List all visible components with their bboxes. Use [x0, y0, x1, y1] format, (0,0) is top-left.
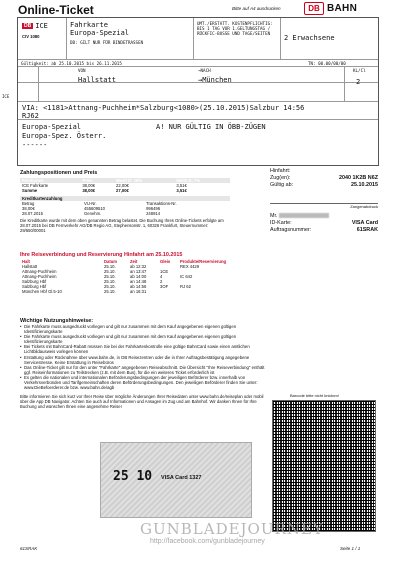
journey-cell [178, 289, 228, 294]
class-code: ICE [35, 22, 48, 30]
list-item: • Die Fahrkarte muss ausgedruckt vorliegen und gilt nur zusammen mit dem Kauf angegebenen eigenen gültigen Identifizierungskarte [20, 334, 270, 344]
journey-cell [158, 289, 178, 294]
journey-cell: ab 14:56 [130, 284, 147, 289]
journey-section [20, 252, 380, 294]
via-route: VIA: <1181>Attnang-Puchheim*Salzburg<1080>(25.10.2015)Salzbur 14:56 [22, 104, 305, 112]
von-label: VON [78, 68, 86, 73]
payment-header: MwSt D: 19% [114, 178, 174, 183]
zangen-label: Zangenabdruck [350, 204, 378, 209]
journey-header: Produkte/Reservierung [180, 259, 227, 264]
tariff-2: Europa-Spez. Österr. [22, 132, 107, 140]
payment-title: Zahlungspositionen und Preis [20, 170, 98, 176]
name-redacted [279, 213, 329, 218]
list-item: • Erstattung oder Rücknahme über www.bahn.de, in DB Reisezentren oder die in Ihrer Auftragsbestätigung angegebene Servicestresse. Keine Erstattung in Reisebüros [20, 355, 270, 365]
payment-cell: 3,51€ [176, 188, 187, 193]
journey-cell: an 14:48 [130, 279, 147, 284]
id-label: ID-Karte: [270, 220, 292, 226]
list-item: • Das Online-Ticket gilt nur für den unter "Fahrkarte" angegebenen Reiseabschnitt. Die Übersicht "Ihre Reiseverbindung" enthält ggf. Reiseinformationen zu Teilstrecken (z.B. mit dem Bus), für die ein weiteres Ticket erforderlich ist [20, 365, 270, 375]
tariff-note: A! NUR GÜLTIG IN ÖBB-ZÜGEN [156, 123, 266, 131]
id-value: VISA Card [351, 220, 378, 226]
list-item: • Die Fahrkarte muss ausgedruckt vorliegen und gilt nur zusammen mit dem Kauf angegebenen eigenen gültigen Identifizierungskarte [20, 324, 270, 334]
list-item: • Bei Tickets mit BahnCard-Rabatt müssen Sie bei der Fahrkartenkontrolle eine gültige BahnCard sowie einen amtlichen Lichtbildausweis vorlegen können [20, 344, 270, 354]
db-logo-icon: DB [304, 2, 324, 15]
table-row [20, 289, 228, 294]
side-mark: ICE [2, 94, 10, 99]
bahn-wordmark: BAHN [327, 3, 358, 14]
stamp-card: VISA Card 1327 [161, 475, 202, 481]
barcode-image [272, 400, 376, 532]
payment-cell: 3,51€ [176, 183, 187, 188]
payment-cell: 22,00€ [116, 183, 129, 188]
product-line3: DB: GILT NUR FÜR BINDETRASSEN [70, 40, 144, 45]
list-item: • Es gelten die nationalen und internationalen Beförderungsbedingungen der jeweiligen Beförderer bzw. innerhalb von Verkehrsverbünden und Tarifgemeinschaften deren Beförderungsbedingungen. Den jeweiligen Beförderer finden Sie unter: www.DieBefoerderer.de bzw. www.bahn.de/agb [20, 375, 270, 390]
db-mini-logo: DB [24, 23, 32, 29]
stamp-date: 25 10 [113, 469, 153, 484]
journey-cell: 25.10. [104, 279, 116, 284]
journey-cell: Hallstatt [22, 264, 38, 269]
validation-stamp [100, 442, 252, 518]
payment-cell: 27,00€ [116, 188, 129, 193]
payment-section [20, 170, 250, 233]
journey-cell: ab 14:00 [130, 274, 147, 279]
journey-table [20, 259, 228, 294]
credit-cell: 248914 [146, 211, 161, 216]
nach-label: →NACH [198, 68, 211, 73]
journey-cell: RJ 62 [180, 284, 191, 289]
to-station: →München [198, 76, 232, 84]
journey-cell: Attnang-Puchheim [22, 269, 57, 274]
journey-cell: REX 4429 [180, 264, 200, 269]
journey-cell: 3OF [160, 284, 169, 289]
journey-cell: Salzburg Hbf [22, 279, 47, 284]
journey-cell: 25.10. [104, 289, 116, 294]
from-station: Hallstatt [78, 76, 116, 84]
credit-header: Betrag [22, 201, 35, 206]
credit-card-table [20, 196, 230, 216]
journey-header: Zeit [130, 259, 138, 264]
credit-cell: 455609510 [84, 206, 106, 211]
journey-cell: IC 642 [180, 274, 193, 279]
payment-cell: 38,00€ [82, 188, 96, 193]
gueltig-value: 25.10.2015 [351, 182, 378, 188]
journey-cell: 4 [160, 274, 163, 279]
credit-cell: 38,00€ [22, 206, 35, 211]
journey-cell: 25.10. [104, 274, 116, 279]
product-line1: Fahrkarte [70, 21, 108, 29]
payment-header: Positionen [20, 178, 80, 183]
journey-cell: an 13:47 [130, 269, 147, 274]
zuege-value: 2040 1K2B N6Z [339, 175, 378, 181]
payment-cell: Summe [22, 188, 38, 193]
payment-header: Preis [80, 178, 114, 183]
payment-header: MwSt D: 7% [174, 178, 230, 183]
usage-notes [20, 318, 270, 410]
watermark-url: http://facebook.com/gunbladejourney [150, 538, 265, 545]
journey-cell: Attnang-Puchheim [22, 274, 57, 279]
validity-dates: Gültigkeit: ab 25.10.2015 bis 26.11.2015 [21, 61, 122, 66]
gueltig-label: Gültig ab: [270, 182, 294, 188]
payment-cell: 38,00€ [82, 183, 96, 188]
db-bahn-logo [304, 2, 357, 15]
journey-cell: 2 [160, 279, 163, 284]
credit-title: Kreditkartenzahlung [20, 196, 230, 201]
ku-label: KL/Cl [353, 68, 366, 73]
credit-cell: Genehm. [84, 211, 102, 216]
page-title: Online-Ticket [18, 3, 94, 17]
journey-cell: ab 12:32 [130, 264, 147, 269]
journey-header: Gleis [160, 259, 171, 264]
tariff-1: Europa-Spezial [22, 123, 82, 131]
journey-cell: 1CE [160, 269, 169, 274]
credit-header: VU-Nr. [84, 201, 97, 206]
notes-title: Wichtige Nutzungshinweise: [20, 318, 94, 324]
product-line2: Europa-Spezial [70, 29, 130, 37]
ticket-ref: TN: 00.00/00/00 [308, 61, 346, 66]
footer-code: 61SRAK [20, 546, 38, 551]
travel-info-note: Bitte informieren Sie sich kurz vor Ihrer Reise über mögliche Änderungen Ihrer Reisedaten unter www.bahn.de/reiseplan oder mobil über die App DB Navigator. Achten Sie auch auf Informationen und Ansagen im Zug und am Bahnhof. Wir danken Ihnen für Ihre Buchung und wünschen Ihnen eine angenehme Reise! [20, 394, 264, 410]
zuege-label: Zug(en): [270, 175, 291, 181]
hinfahrt-label: Hinfahrt: [270, 168, 291, 174]
dashes: ------ [22, 141, 48, 149]
payment-note: Die Kreditkarte wurde mit dem oben genannten Betrag belastet. Die Buchung Ihres Online-Tickets erfolgte am 28.07.2015 bei DB Fernverkehr AG/DB Regio AG, Stephensonstr. 1, 60326 Frankfurt, Steuernummer: 29/550/00001 [20, 218, 224, 234]
footer-page: Seite 1 / 1 [340, 546, 361, 551]
watermark-text: GUNBLADEJOURNEY [140, 520, 324, 538]
passenger-count: 2 Erwachsene [284, 34, 335, 42]
table-row [20, 188, 230, 193]
table-row [20, 211, 230, 216]
journey-title: Ihre Reiseverbindung und Reservierung Hinfahrt am 25.10.2015 [20, 252, 183, 258]
credit-cell: 996496 [146, 206, 161, 211]
payment-table [20, 178, 230, 193]
payment-cell: ICE Fahrkarte [22, 183, 49, 188]
journey-cell: an 16:31 [130, 289, 147, 294]
print-note: Bitte auf A4 ausdrucken [232, 6, 281, 11]
credit-header: Transaktions-Nr. [146, 201, 177, 206]
mr-label: Mr. [270, 213, 278, 219]
credit-cell: 28.07.2015 [22, 211, 43, 216]
journey-cell: 25.10. [104, 269, 116, 274]
cv-code: CIV 1080 [22, 34, 40, 39]
journey-cell: 25.10. [104, 264, 116, 269]
journey-cell: München Hbf Gl.5-10 [22, 289, 62, 294]
journey-header: Halt [22, 259, 30, 264]
auftrag-label: Auftragsnummer: [270, 227, 312, 233]
barcode-label: Barcode bitte nicht knicken! [290, 393, 339, 398]
train-rj: RJ62 [22, 112, 39, 120]
validity-conditions: UMT./ERSTATT. KOSTENPFLICHTIG: BIS 1 TAG VOR 1.GELTUNGSTAG / RÜCKFIC-BUSSE UND TAGE/SEITEN [197, 21, 273, 36]
journey-cell: 25.10. [104, 284, 116, 289]
summary-box [270, 168, 378, 234]
journey-cell: Salzburg Hbf [22, 284, 47, 289]
journey-header: Datum [104, 259, 118, 264]
ticket-form [17, 17, 379, 166]
auftrag-value: 61SRAK [356, 227, 378, 233]
travel-class: 2 [356, 78, 361, 86]
